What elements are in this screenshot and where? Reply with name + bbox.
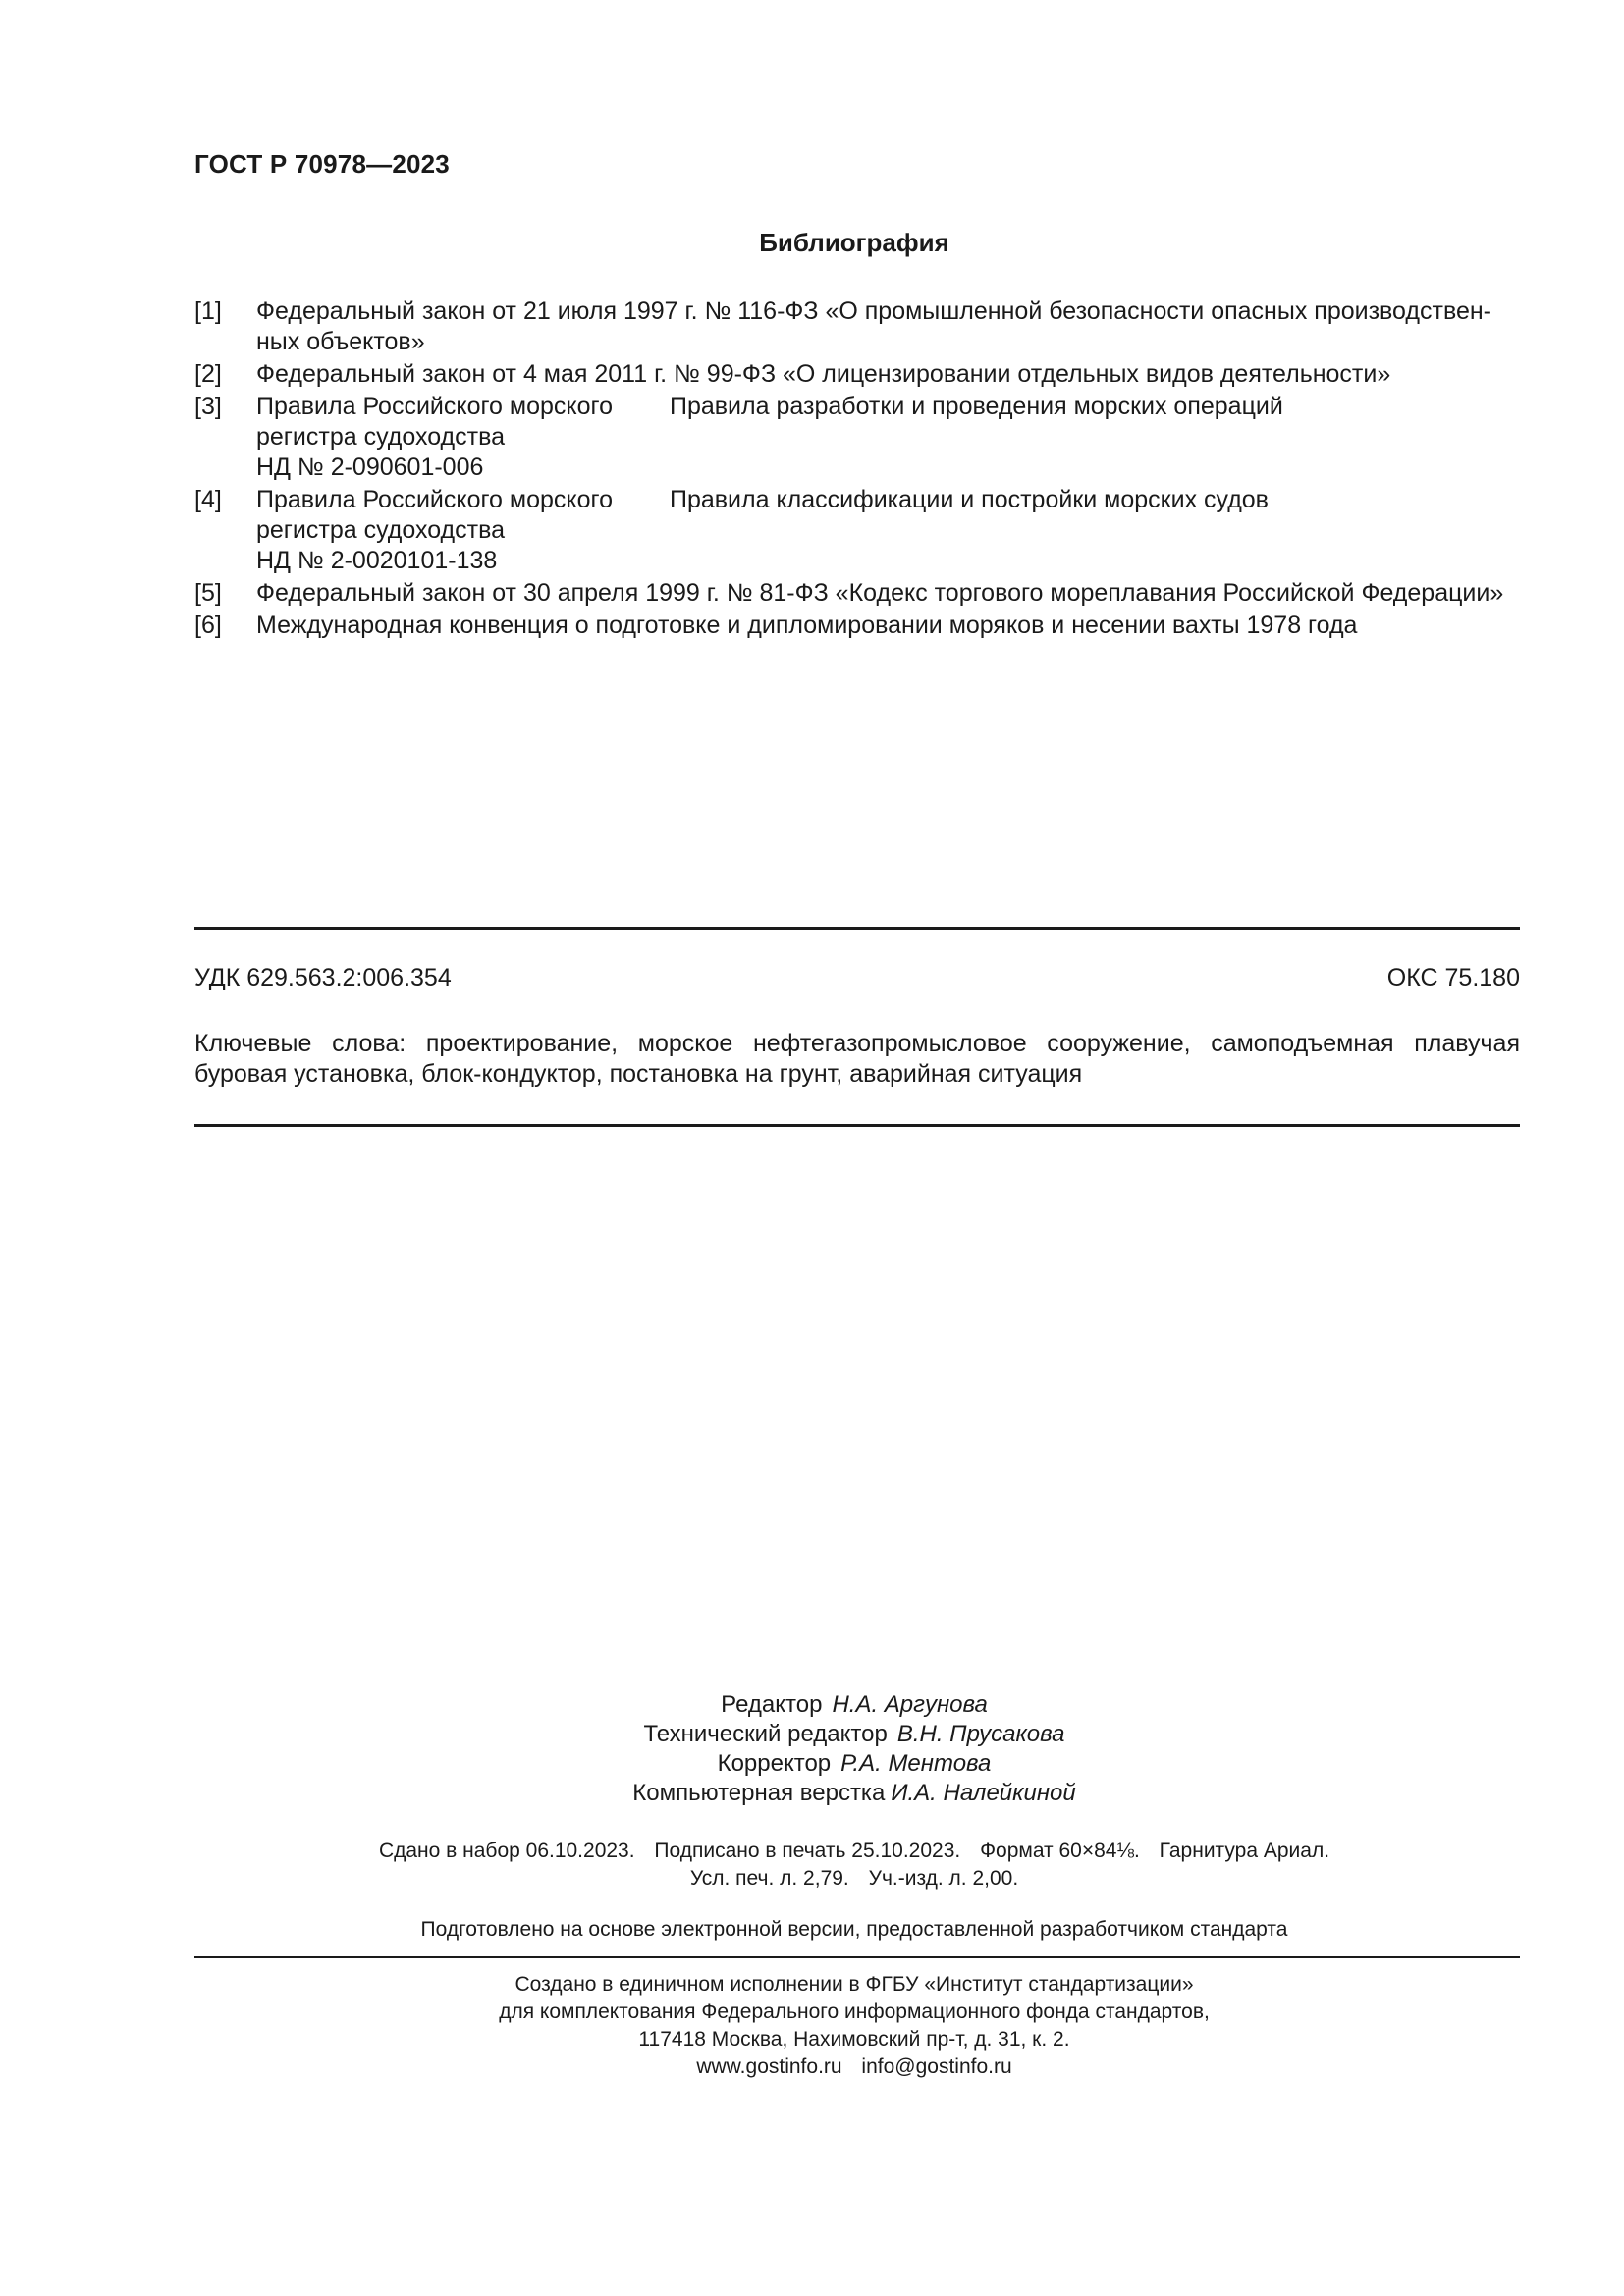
credit-line [0, 1779, 1624, 1808]
bibliography-item [194, 485, 1520, 576]
credit-role: Технический редактор [643, 1721, 888, 1747]
bibliography-item-text: Федеральный закон от 21 июля 1997 г. № 116-ФЗ «О промышленной безопасности опасных производственных объектов» [256, 297, 1491, 355]
bibliography-item-number: [1] [194, 297, 222, 325]
publisher-line: для комплектования Федерального информационного фонда стандартов, [499, 2001, 1210, 2023]
credit-name: В.Н. Прусакова [896, 1721, 1065, 1747]
publisher-address: 117418 Москва, Нахимовский пр-т, д. 31, к. 2. [638, 2028, 1070, 2051]
source-line: Правила Российского морского [256, 393, 614, 420]
print-info-line [0, 1838, 1624, 1865]
classification-row [194, 964, 1520, 992]
publisher-sheets: Уч.-изд. л. 2,00. [868, 1867, 1019, 1890]
email-link[interactable]: info@gostinfo.ru [861, 2056, 1012, 2078]
bibliography-title: Библиография [759, 228, 949, 257]
prepared-note: Подготовлено на основе электронной версии, предоставленной разработчиком стандарта [420, 1918, 1288, 1941]
oks-code: ОКС 75.180 [1386, 964, 1520, 991]
divider-publisher [194, 1956, 1520, 1958]
bibliography-item-text: Федеральный закон от 4 мая 2011 г. № 99-ФЗ «О лицензировании отдельных видов деятельности» [256, 360, 1391, 388]
credit-line [0, 1690, 1624, 1720]
source-line: регистра судоходства [256, 423, 505, 451]
credit-name: Р.А. Ментова [840, 1750, 992, 1777]
bibliography-item-title: Правила классификации и постройки морских судов [670, 486, 1269, 513]
source-line: Правила Российского морского [256, 486, 614, 513]
bibliography-list [194, 296, 1520, 643]
printed-sheets: Усл. печ. л. 2,79. [689, 1867, 849, 1890]
bibliography-item-number: [5] [194, 579, 222, 607]
bibliography-item-source [256, 392, 661, 483]
submitted-date: Сдано в набор 06.10.2023. [378, 1840, 635, 1862]
bibliography-item-source [256, 485, 661, 576]
signed-date: Подписано в печать 25.10.2023. [654, 1840, 961, 1862]
publisher-block [0, 1971, 1624, 2081]
bibliography-item-number: [2] [194, 360, 222, 388]
source-line: НД № 2-0020101-138 [256, 547, 498, 574]
bibliography-item-number: [3] [194, 393, 222, 420]
bibliography-item-number: [6] [194, 612, 222, 639]
typeface: Гарнитура Ариал. [1159, 1840, 1330, 1862]
bibliography-item [194, 611, 1520, 641]
udk-code: УДК 629.563.2:006.354 [194, 964, 452, 991]
credits-block [0, 1690, 1624, 1808]
website-link[interactable]: www.gostinfo.ru [696, 2056, 842, 2078]
bibliography-item-number: [4] [194, 486, 222, 513]
print-info [0, 1838, 1624, 1893]
bibliography-item [194, 392, 1520, 483]
source-line: НД № 2-090601-006 [256, 454, 484, 481]
credit-role: Компьютерная верстка [632, 1780, 886, 1806]
bibliography-item [194, 296, 1520, 357]
credit-role: Редактор [721, 1691, 823, 1718]
paper-format: Формат 60×84⅛. [980, 1840, 1140, 1862]
document-code: ГОСТ Р 70978—2023 [194, 149, 450, 179]
keywords: Ключевые слова: проектирование, морское нефтегазопромысловое сооружение, самоподъемная плавучая буровая установка, блок-кондуктор, постановка на грунт, аварийная ситуация [194, 1030, 1520, 1088]
credit-name: И.А. Налейкиной [891, 1780, 1076, 1806]
bibliography-item-text: Международная конвенция о подготовке и дипломировании моряков и несении вахты 1978 года [256, 612, 1358, 639]
credit-name: Н.А. Аргунова [832, 1691, 988, 1718]
print-info-line [0, 1865, 1624, 1893]
publisher-contacts [0, 2054, 1624, 2081]
bibliography-item [194, 578, 1520, 609]
credit-line [0, 1749, 1624, 1779]
bibliography-item [194, 359, 1520, 390]
bibliography-item-text: Федеральный закон от 30 апреля 1999 г. № 81-ФЗ «Кодекс торгового мореплавания Российской Федерации» [256, 579, 1504, 607]
divider-bottom [194, 1124, 1520, 1127]
bibliography-item-title: Правила разработки и проведения морских операций [670, 393, 1283, 420]
divider-top [194, 927, 1520, 930]
publisher-line: Создано в единичном исполнении в ФГБУ «Институт стандартизации» [514, 1973, 1194, 1996]
source-line: регистра судоходства [256, 516, 505, 544]
credit-role: Корректор [717, 1750, 832, 1777]
credit-line [0, 1720, 1624, 1749]
